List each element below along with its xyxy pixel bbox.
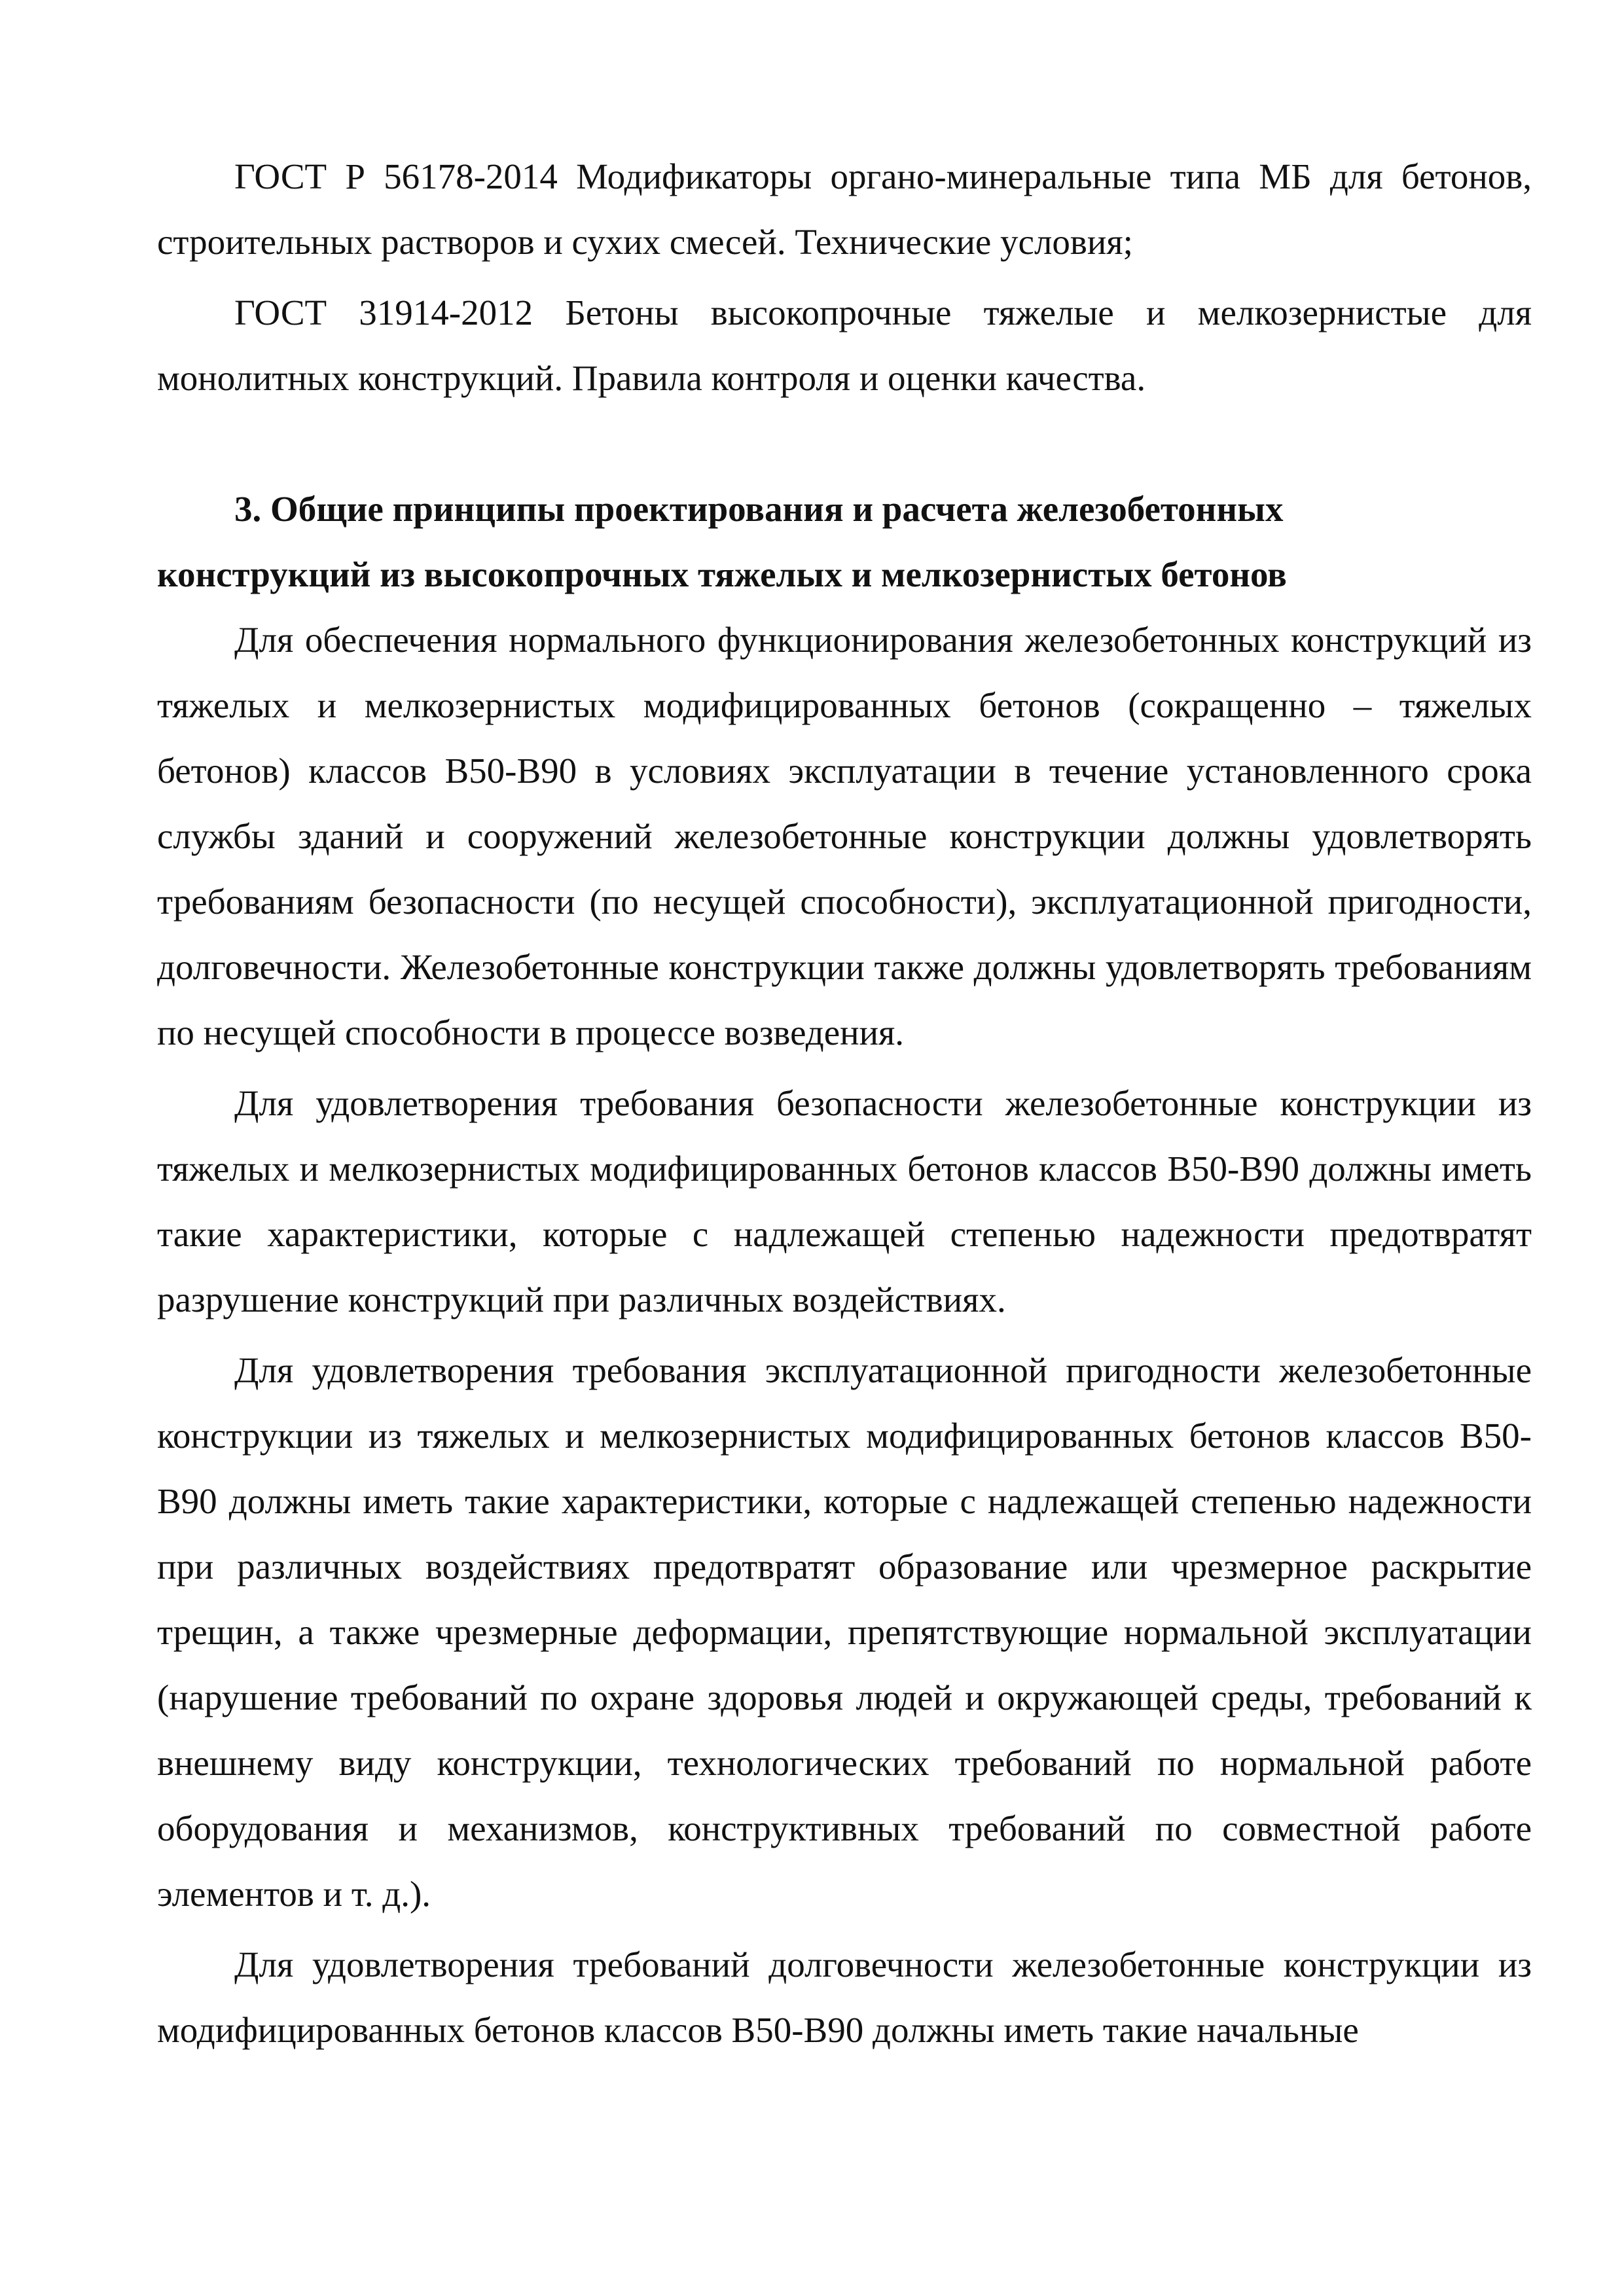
paragraph-durability: Для удовлетворения требований долговечности железобетонные конструкции из модифицированных бетонов классов В50-В90 должны иметь такие начальные [157,1945,1532,2050]
document-body [157,144,1532,2068]
paragraph-safety: Для удовлетворения требования безопасности железобетонные конструкции из тяжелых и мелкозернистых модифицированных бетонов классов В50-В90 должны иметь такие характеристики, которые с надлежащей степенью надежности предотвратят разрушение конструкций при различных воздействиях. [157,1083,1532,1319]
section-heading [157,476,1532,607]
paragraph-serviceability: Для удовлетворения требования эксплуатационной пригодности железобетонные конструкции из тяжелых и мелкозернистых модифицированных бетонов классов В50-В90 должны иметь такие характеристики, которые с надлежащей степенью надежности при различных воздействиях предотвратят образование или чрезмерное раскрытие трещин, а также чрезмерные деформации, препятствующие нормальной эксплуатации (нарушение требований по охране здоровья людей и окружающей среды, требований к внешнему виду конструкции, технологических требований по нормальной работе оборудования и механизмов, конструктивных требований по совместной работе элементов и т. д.). [157,1350,1532,1914]
reference-gost-56178: ГОСТ Р 56178-2014 Модификаторы органо-минеральные типа МБ для бетонов, строительных растворов и сухих смесей. Технические условия; [157,156,1532,262]
paragraph-general-requirements: Для обеспечения нормального функционирования железобетонных конструкций из тяжелых и мелкозернистых модифицированных бетонов (сокращенно – тяжелых бетонов) классов В50-В90 в условиях эксплуатации в течение установленного срока службы зданий и сооружений железобетонные конструкции должны удовлетворять требованиям безопасности (по несущей способности), эксплуатационной пригодности, долговечности. Железобетонные конструкции также должны удовлетворять требованиям по несущей способности в процессе возведения. [157,620,1532,1052]
section-heading-line-1: 3. Общие принципы проектирования и расчета железобетонных [234,489,1284,529]
section-heading-line-2: конструкций из высокопрочных тяжелых и мелкозернистых бетонов [157,554,1287,594]
reference-gost-31914: ГОСТ 31914-2012 Бетоны высокопрочные тяжелые и мелкозернистые для монолитных конструкций. Правила контроля и оценки качества. [157,293,1532,398]
